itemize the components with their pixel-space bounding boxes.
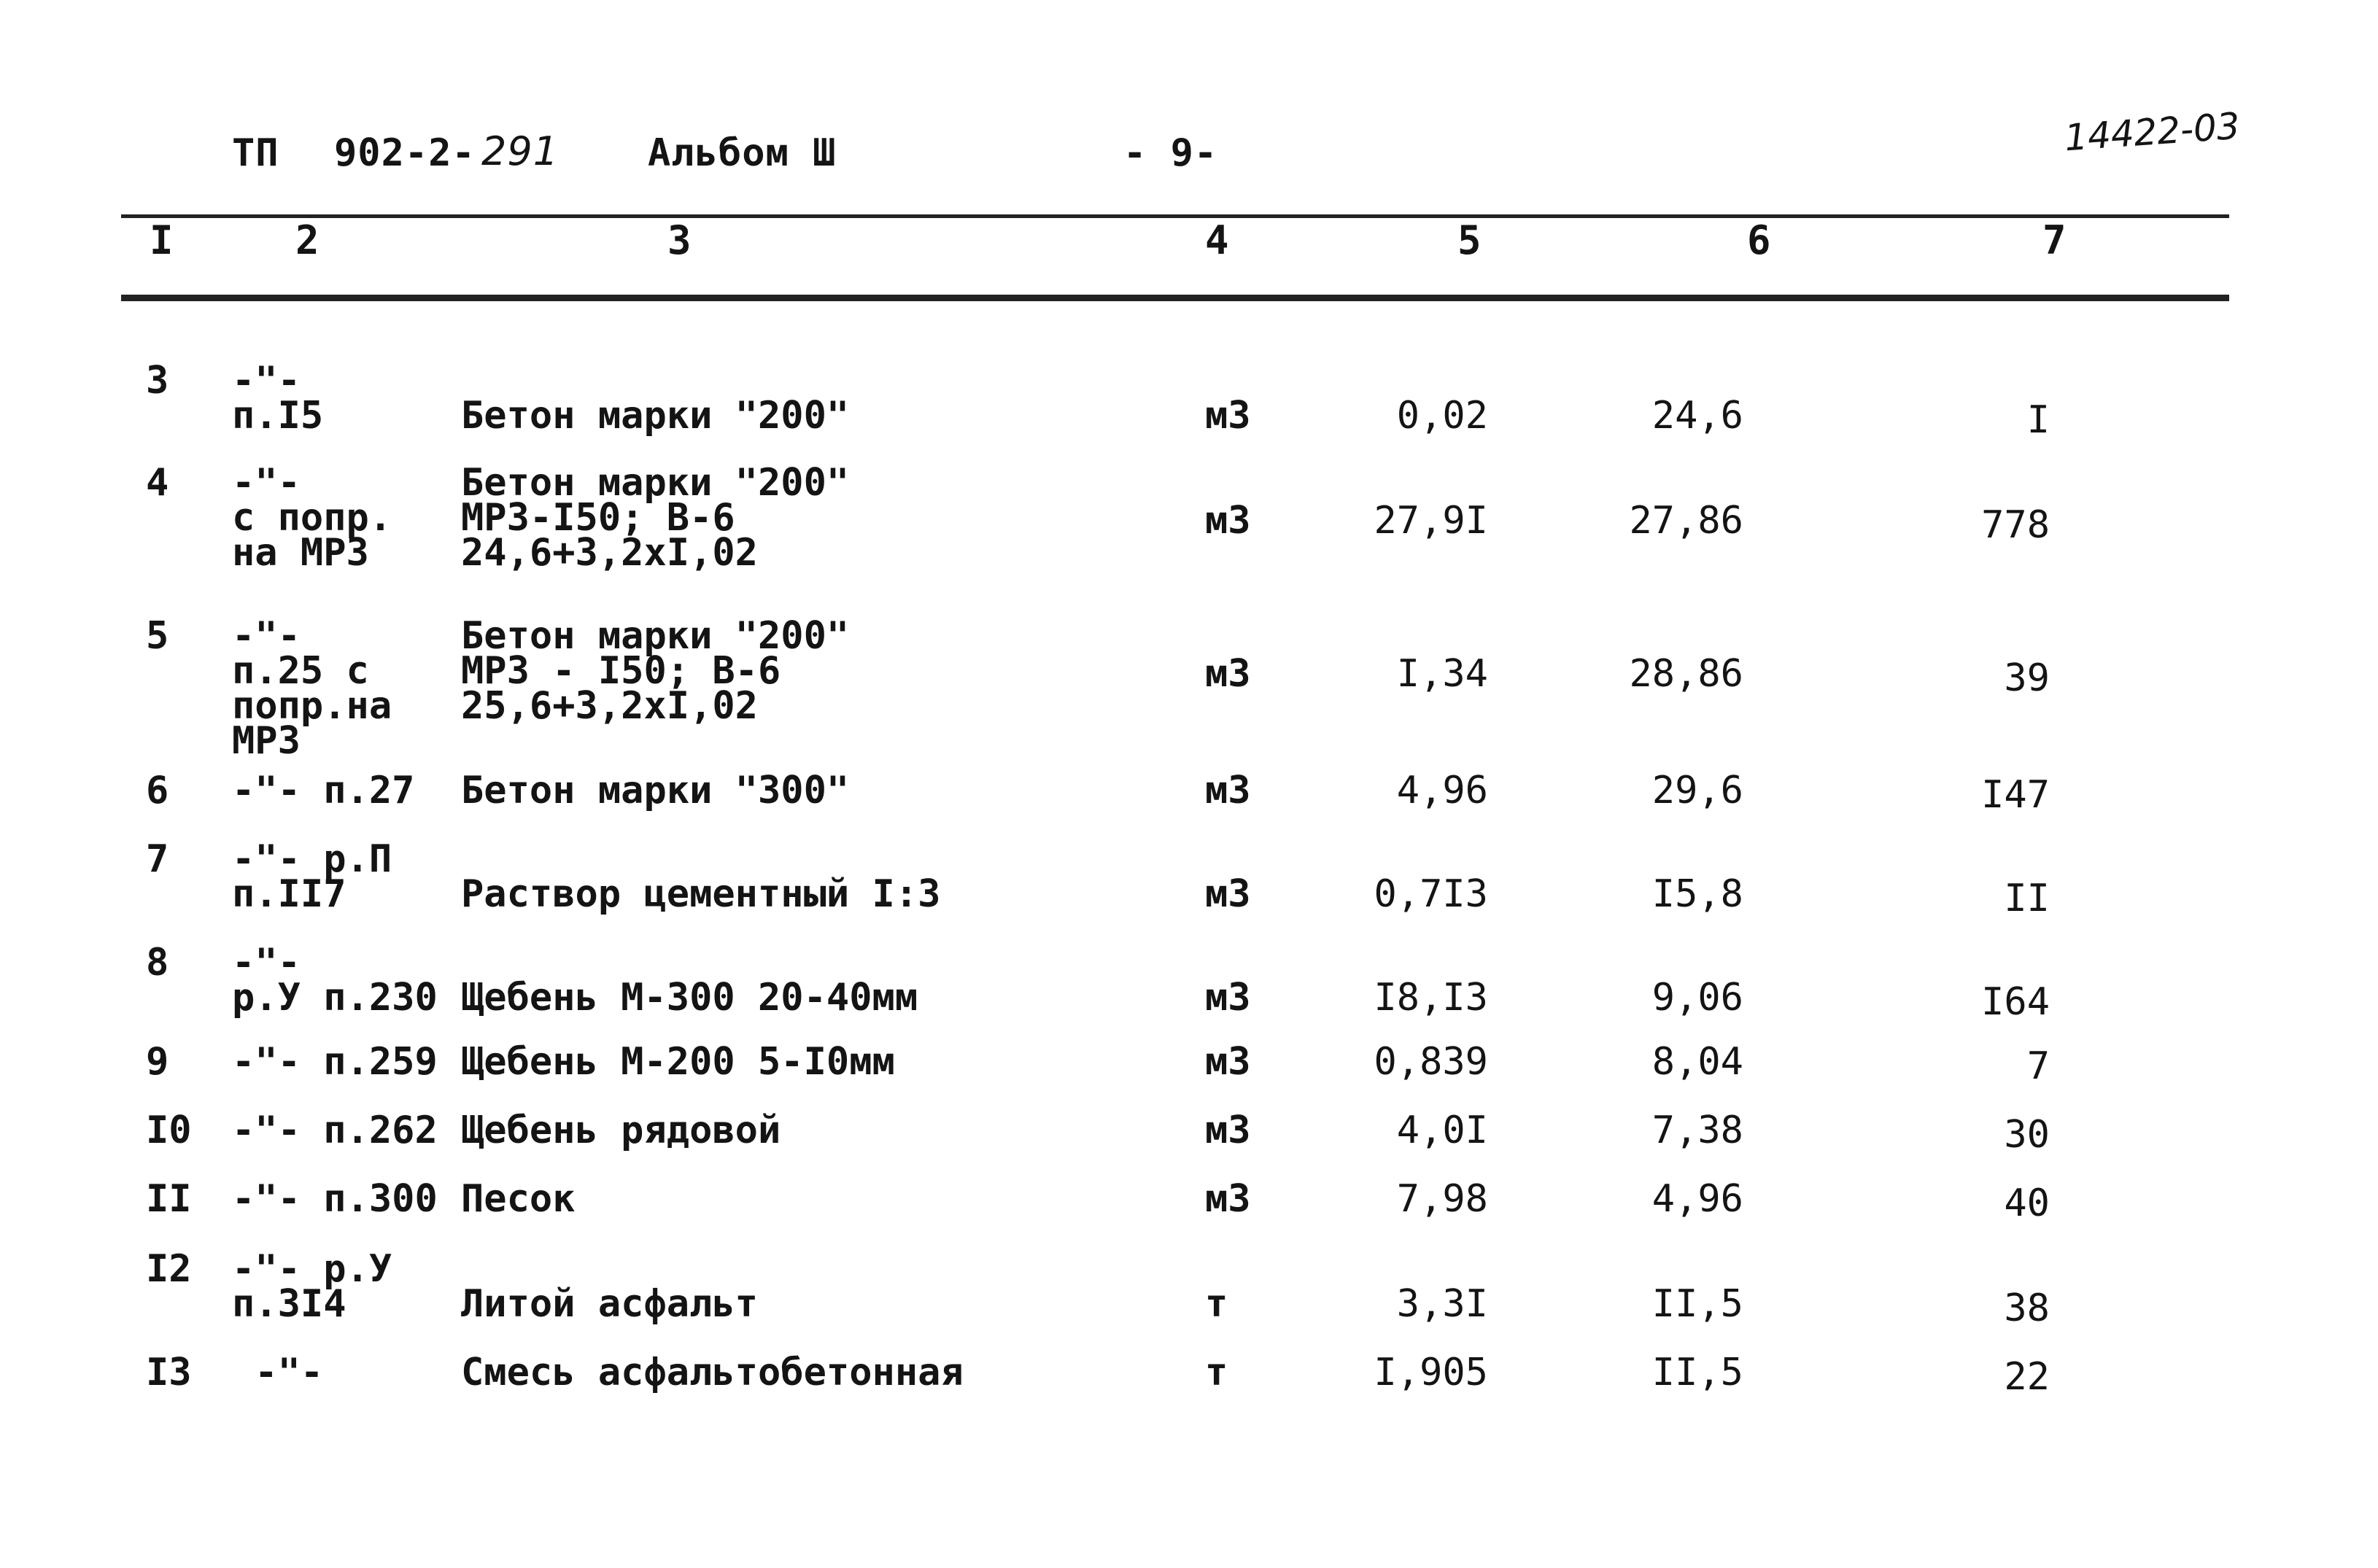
- row-unit-price: 4,96: [1651, 1177, 1743, 1221]
- row-quantity: 0,839: [1374, 1040, 1488, 1084]
- row-unit: м3: [1205, 769, 1251, 812]
- row-number: 4: [146, 461, 169, 505]
- row-total: 40: [2004, 1181, 2050, 1225]
- row-quantity: 0,02: [1396, 394, 1488, 438]
- row-material-name: Раствор цементный I:3: [461, 872, 941, 916]
- row-unit: м3: [1205, 976, 1251, 1020]
- table-header-rule: [121, 295, 2229, 301]
- row-quantity: 4,0I: [1396, 1109, 1488, 1152]
- row-total: I: [2026, 398, 2050, 442]
- row-unit: м3: [1205, 1040, 1251, 1084]
- row-unit-price: 28,86: [1629, 652, 1743, 696]
- row-unit-price: 27,86: [1629, 499, 1743, 543]
- row-reference: -"-: [232, 1351, 324, 1394]
- row-number: 7: [146, 837, 169, 881]
- row-reference: -"- р.У п.3I4: [232, 1247, 392, 1326]
- row-number: 3: [146, 359, 169, 403]
- row-reference: -"- р.У п.230: [232, 941, 438, 1020]
- row-total: I64: [1981, 980, 2050, 1024]
- row-unit-price: 9,06: [1651, 976, 1743, 1020]
- row-reference: -"- п.25 с попр.на МРЗ: [232, 614, 392, 763]
- doc-code-number: 902-2-: [334, 131, 476, 175]
- row-unit: т: [1205, 1282, 1228, 1326]
- doc-code-prefix: ТП: [232, 131, 279, 175]
- row-material-name: Бетон марки "200" МРЗ - I50; В-6 25,6+3,2хI,02: [461, 614, 850, 728]
- row-unit: м3: [1205, 1109, 1251, 1152]
- row-total: 30: [2004, 1113, 2050, 1157]
- row-unit-price: II,5: [1651, 1282, 1743, 1326]
- row-material-name: Песок: [461, 1177, 576, 1221]
- row-total: 778: [1981, 503, 2050, 547]
- row-quantity: I,905: [1374, 1351, 1488, 1394]
- row-reference: -"- р.П п.II7: [232, 837, 392, 916]
- row-unit: м3: [1205, 652, 1251, 696]
- row-unit: м3: [1205, 394, 1251, 438]
- column-number-5: 5: [1457, 217, 1482, 263]
- column-number-1: I: [150, 217, 174, 263]
- row-number: 9: [146, 1040, 169, 1084]
- row-total: 7: [2026, 1044, 2050, 1088]
- row-quantity: 3,3I: [1396, 1282, 1488, 1326]
- row-material-name: Литой асфальт: [461, 1282, 758, 1326]
- row-total: 22: [2004, 1355, 2050, 1399]
- row-unit: м3: [1205, 872, 1251, 916]
- row-reference: -"- с попр. на МРЗ: [232, 461, 392, 575]
- row-reference: -"- п.259: [232, 1040, 438, 1084]
- row-unit-price: 29,6: [1651, 769, 1743, 812]
- row-quantity: 7,98: [1396, 1177, 1488, 1221]
- row-number: 6: [146, 769, 169, 812]
- row-reference: -"- п.262: [232, 1109, 438, 1152]
- table-top-rule: [121, 214, 2229, 218]
- row-total: I47: [1981, 773, 2050, 817]
- row-unit-price: II,5: [1651, 1351, 1743, 1394]
- row-material-name: Щебень М-200 5-I0мм: [461, 1040, 895, 1084]
- row-number: I2: [146, 1247, 192, 1291]
- column-number-4: 4: [1205, 217, 1229, 263]
- archive-stamp-handwritten: 14422-03: [2063, 104, 2242, 160]
- row-reference: -"- п.27: [232, 769, 415, 812]
- column-number-2: 2: [295, 217, 319, 263]
- row-total: II: [2004, 877, 2050, 920]
- row-number: 5: [146, 614, 169, 658]
- row-quantity: I8,I3: [1374, 976, 1488, 1020]
- doc-code-handwritten: 291: [481, 128, 559, 174]
- row-unit-price: 24,6: [1651, 394, 1743, 438]
- row-material-name: Бетон марки "300": [461, 769, 850, 812]
- row-number: 8: [146, 941, 169, 985]
- row-unit: т: [1205, 1351, 1228, 1394]
- row-unit: м3: [1205, 1177, 1251, 1221]
- row-total: 38: [2004, 1286, 2050, 1330]
- column-number-7: 7: [2042, 217, 2067, 263]
- row-total: 39: [2004, 656, 2050, 700]
- row-material-name: Бетон марки "200" МРЗ-I50; В-6 24,6+3,2хI,02: [461, 461, 850, 575]
- row-unit-price: 7,38: [1651, 1109, 1743, 1152]
- row-material-name: Бетон марки "200": [461, 394, 850, 438]
- row-quantity: 4,96: [1396, 769, 1488, 812]
- column-number-6: 6: [1747, 217, 1771, 263]
- row-quantity: 0,7I3: [1374, 872, 1488, 916]
- row-number: I3: [146, 1351, 192, 1394]
- row-unit: м3: [1205, 499, 1251, 543]
- page-number: - 9-: [1123, 131, 1218, 175]
- row-number: II: [146, 1177, 192, 1221]
- row-material-name: Щебень М-300 20-40мм: [461, 976, 918, 1020]
- row-reference: -"- п.300: [232, 1177, 438, 1221]
- row-number: I0: [146, 1109, 192, 1152]
- row-quantity: 27,9I: [1374, 499, 1488, 543]
- row-reference: -"- п.I5: [232, 359, 324, 438]
- row-unit-price: 8,04: [1651, 1040, 1743, 1084]
- row-material-name: Щебень рядовой: [461, 1109, 781, 1152]
- row-unit-price: I5,8: [1651, 872, 1743, 916]
- row-material-name: Смесь асфальтобетонная: [461, 1351, 964, 1394]
- column-number-3: 3: [667, 217, 692, 263]
- album-label: Альбом Ш: [648, 131, 837, 175]
- row-quantity: I,34: [1396, 652, 1488, 696]
